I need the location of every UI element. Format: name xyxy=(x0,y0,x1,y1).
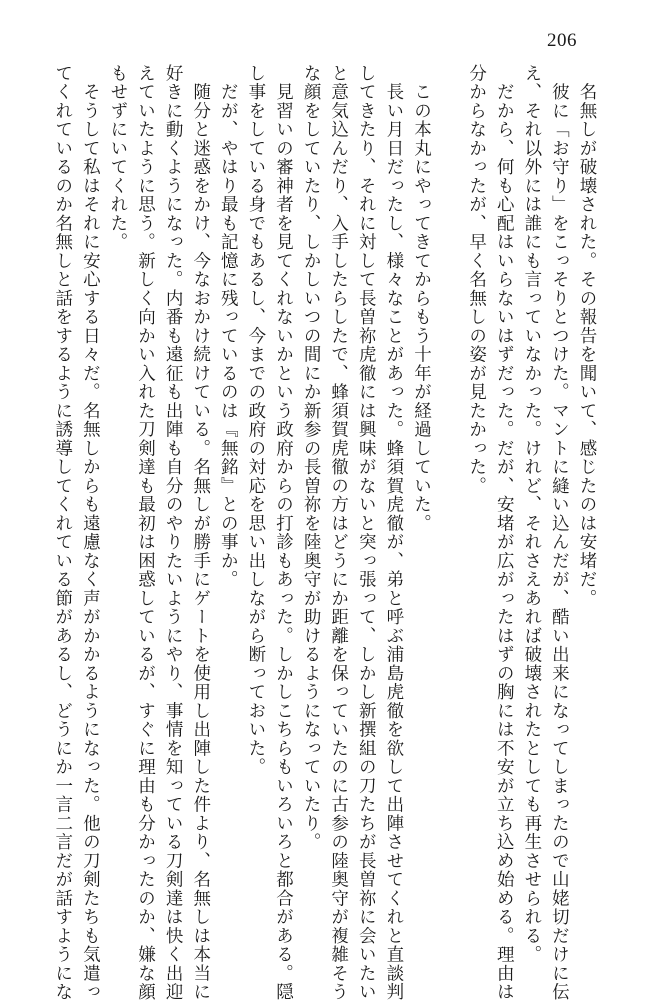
body-text xyxy=(52,64,600,1002)
text-line: 分からなかったが、早く名無しの姿が見たかった。 xyxy=(466,64,487,496)
text-line: してきたり、それに対して長曽祢虎徹には興味がないと突っ張って、しかし新撰組の刀たちが長曽祢に会いたい xyxy=(356,64,377,1002)
text-line: えていたように思う。新しく向かい入れた刀剣達も最初は困惑しているが、すぐに理由も分かったのか、嫌な顔 xyxy=(135,64,156,1002)
text-line: 見習いの審神者を見てくれないかという政府からの打診もあった。しかしこちらもいろいろと都合がある。隠 xyxy=(273,64,294,1002)
text-line: 長い月日だったし、様々なことがあった。蜂須賀虎徹が、弟と呼ぶ浦島虎徹を欲して出陣させてくれと直談判 xyxy=(383,64,404,1002)
text-line: 名無しが破壊された。その報告を聞いて、感じたのは安堵だ。 xyxy=(577,64,597,608)
text-line: だが、やはり最も記憶に残っているのは『無銘』との事か。 xyxy=(218,64,239,589)
text-line: 随分と迷惑をかけ、今なおかけ続けている。名無しが勝手にゲートを使用し出陣した件より、名無しは本当に xyxy=(190,64,211,1002)
page-number: 206 xyxy=(547,30,577,51)
text-line: な顔をしていたり、しかしいつの間にか新参の長曽祢を陸奥守が助けるようになっていたり。 xyxy=(301,64,322,852)
text-line: この本丸にやってきてからもう十年が経過していた。 xyxy=(411,64,432,533)
text-line: 彼に「お守り」をこっそりとつけた。マントに縫い込んだが、酷い出来になってしまったので山姥切だけに伝 xyxy=(549,64,570,1002)
text-line: 好きに動くようになった。内番も遠征も出陣も自分のやりたいようにやり、事情を知っている刀剣達は快く出迎 xyxy=(163,64,184,1002)
text-line: だから、何も心配はいらないはずだった。だが、安堵が広がったはずの胸には不安が立ち込め始める。理由は xyxy=(494,64,515,1002)
text-line: もせずにいてくれた。 xyxy=(107,64,128,252)
text-line: と意気込んだり、入手したらしたで、蜂須賀虎徹の方はどうにか距離を保っていたのに古参の陸奥守が複雑そう xyxy=(328,64,349,1002)
text-line: し事をしている身でもあるし、今までの政府の対応を思い出しながら断っておいた。 xyxy=(245,64,266,777)
paragraph-gap xyxy=(434,64,462,874)
text-line: そうして私はそれに安心する日々だ。名無しからも遠慮なく声がかかるようになった。他の刀剣たちも気遣っ xyxy=(80,64,101,1002)
text-line: てくれているのか名無しと話をするように誘導してくれている節があるし、どうにか一言二言だが話すようにな xyxy=(52,64,73,1002)
text-line: え、それ以外には誰にも言っていなかった。けれど、それさえあれば破壊されたとしても再生させられる。 xyxy=(521,64,542,964)
